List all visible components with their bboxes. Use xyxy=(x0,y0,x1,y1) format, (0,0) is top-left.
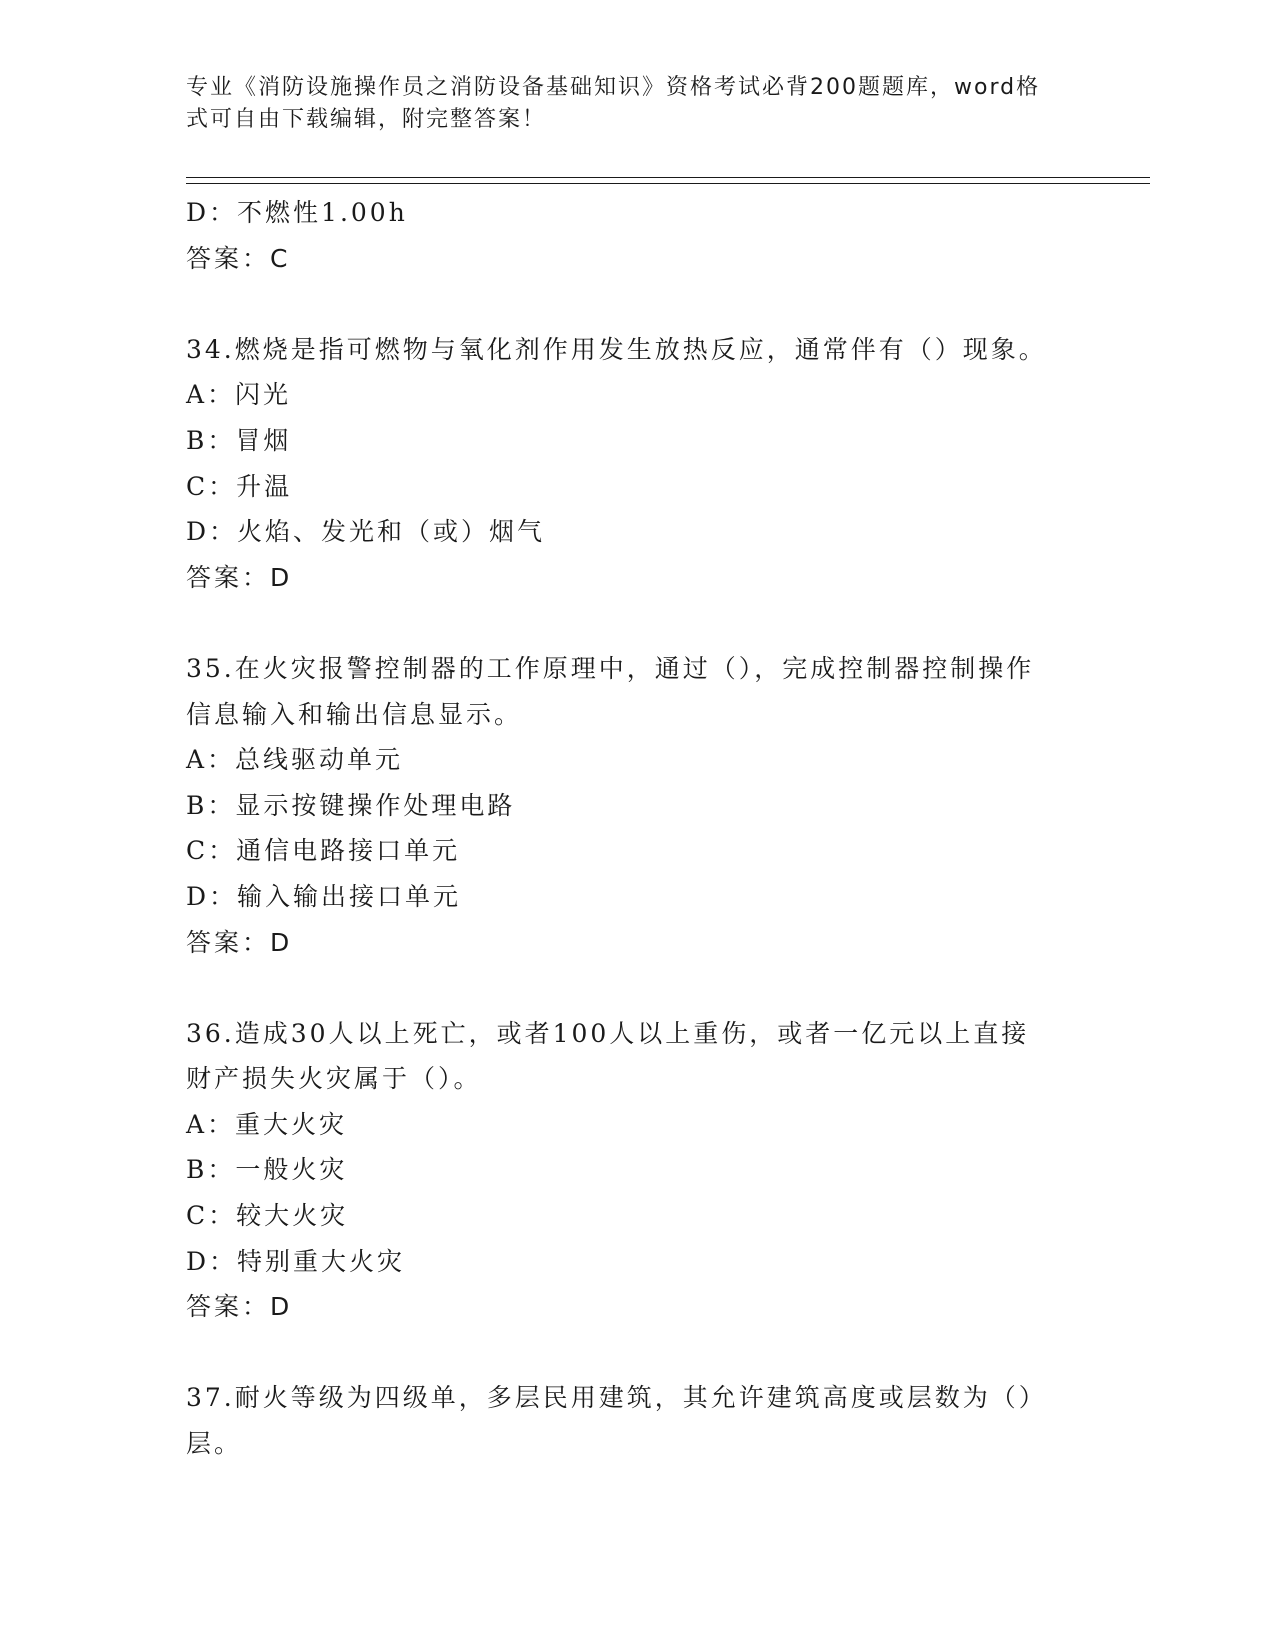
answer: 答案：D xyxy=(186,1292,293,1322)
option-b: B：一般火灾 xyxy=(186,1155,348,1185)
header-line-2: 式可自由下载编辑，附完整答案！ xyxy=(186,107,547,132)
question-stem-continued: 信息输入和输出信息显示。 xyxy=(186,699,523,729)
header-line-1: 专业《消防设施操作员之消防设备基础知识》资格考试必背200题题库，word格 xyxy=(186,75,1041,100)
spacer xyxy=(186,281,1086,327)
question-stem: 34.燃烧是指可燃物与氧化剂作用发生放热反应，通常伴有（）现象。 xyxy=(186,334,1047,364)
spacer xyxy=(186,965,1086,1011)
option-b: B：显示按键操作处理电路 xyxy=(186,790,516,820)
option-b: B：冒烟 xyxy=(186,425,292,455)
option-d: D：不燃性1.00h xyxy=(186,198,408,227)
answer: 答案：C xyxy=(186,243,291,273)
option-c: C：通信电路接口单元 xyxy=(186,836,461,866)
option-a: A：重大火灾 xyxy=(186,1109,348,1139)
answer: 答案：D xyxy=(186,562,293,592)
question-stem: 35.在火灾报警控制器的工作原理中，通过（），完成控制器控制操作 xyxy=(186,653,1035,683)
header-divider-bottom xyxy=(186,183,1150,184)
question-stem: 36.造成30人以上死亡，或者100人以上重伤，或者一亿元以上直接 xyxy=(186,1018,1030,1048)
question-stem-continued: 财产损失火灾属于（）。 xyxy=(186,1064,482,1094)
document-header xyxy=(186,72,1066,136)
question-stem-continued: 层。 xyxy=(186,1429,243,1459)
option-d: D：火焰、发光和（或）烟气 xyxy=(186,517,546,547)
question-list xyxy=(186,190,1086,1467)
question-34 xyxy=(186,327,1086,601)
option-a: A：总线驱动单元 xyxy=(186,745,404,775)
option-d: D：输入输出接口单元 xyxy=(186,881,462,911)
spacer xyxy=(186,600,1086,646)
option-c: C：升温 xyxy=(186,471,293,501)
question-35 xyxy=(186,646,1086,965)
option-d: D：特别重大火灾 xyxy=(186,1246,406,1276)
answer: 答案：D xyxy=(186,927,293,957)
question-37 xyxy=(186,1375,1086,1466)
question-stem: 37.耐火等级为四级单，多层民用建筑，其允许建筑高度或层数为（） xyxy=(186,1383,1047,1413)
option-c: C：较大火灾 xyxy=(186,1201,349,1231)
option-a: A：闪光 xyxy=(186,380,292,410)
header-divider-top xyxy=(186,177,1150,178)
question-36 xyxy=(186,1011,1086,1330)
spacer xyxy=(186,1330,1086,1376)
